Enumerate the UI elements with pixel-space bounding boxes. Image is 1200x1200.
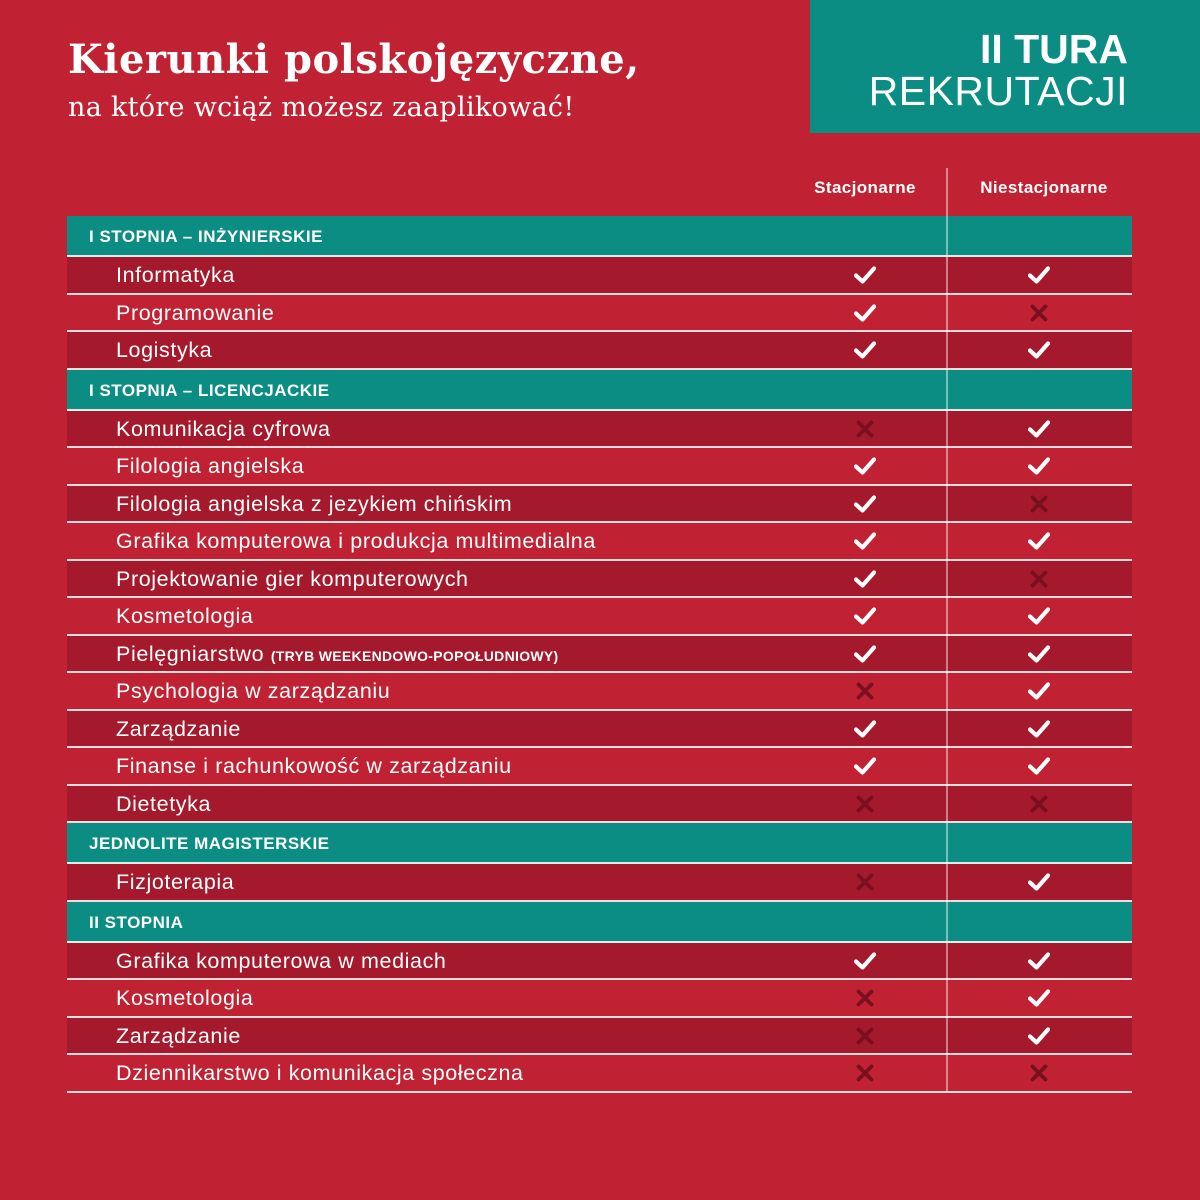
checkmark-icon	[1028, 951, 1050, 971]
badge-line2: REKRUTACJI	[868, 68, 1128, 114]
table-row	[67, 1055, 1132, 1093]
table-row	[67, 561, 1132, 599]
checkmark-icon	[854, 531, 876, 551]
cross-icon	[1028, 303, 1050, 323]
checkmark-icon	[1028, 681, 1050, 701]
checkmark-icon	[1028, 719, 1050, 739]
checkmark-icon	[1028, 265, 1050, 285]
cross-icon	[854, 794, 876, 814]
checkmark-icon	[1028, 988, 1050, 1008]
checkmark-icon	[854, 494, 876, 514]
program-name-text: Grafika komputerowa i produkcja multimedialna	[116, 529, 596, 553]
table-row	[67, 332, 1132, 370]
program-name	[116, 301, 274, 326]
program-name	[116, 454, 304, 479]
section-header-row	[67, 216, 1132, 257]
program-name	[116, 1024, 241, 1049]
page-subtitle: na które wciąż możesz zaaplikować!	[68, 92, 575, 123]
section-header-row	[67, 902, 1132, 943]
cross-icon	[1028, 569, 1050, 589]
program-name-text: Zarządzanie	[116, 1023, 241, 1048]
program-name-text: Informatyka	[116, 263, 235, 287]
cross-icon	[854, 1026, 876, 1046]
column-header-stacjonarne: Stacjonarne	[814, 178, 916, 197]
program-name	[116, 986, 253, 1011]
table-row	[67, 295, 1132, 333]
checkmark-icon	[854, 951, 876, 971]
round-badge	[810, 0, 1200, 133]
program-name-text: Projektowanie gier komputerowych	[116, 566, 469, 591]
checkmark-icon	[854, 340, 876, 360]
program-name	[116, 679, 390, 704]
cross-icon	[1028, 494, 1050, 514]
program-name	[116, 417, 331, 442]
program-note: (TRYB WEEKENDOWO-POPOŁUDNIOWY)	[270, 647, 559, 664]
section-header-row	[67, 370, 1132, 411]
table-row	[67, 448, 1132, 486]
programs-table	[67, 216, 1132, 1093]
program-name-text: Komunikacja cyfrowa	[116, 416, 331, 441]
cross-icon	[854, 988, 876, 1008]
table-row	[67, 673, 1132, 711]
checkmark-icon	[1028, 872, 1050, 892]
section-label: JEDNOLITE MAGISTERSKIE	[89, 834, 330, 853]
page-title: Kierunki polskojęzyczne,	[68, 36, 640, 83]
checkmark-icon	[1028, 340, 1050, 360]
checkmark-icon	[854, 569, 876, 589]
section-label: I STOPNIA – INŻYNIERSKIE	[89, 227, 323, 246]
program-name-text: Zarządzanie	[116, 716, 241, 741]
checkmark-icon	[854, 644, 876, 664]
program-name-text: Finanse i rachunkowość w zarządzaniu	[116, 754, 512, 778]
program-name-text: Filologia angielska	[116, 454, 305, 478]
table-row	[67, 257, 1132, 295]
program-name-text: Logistyka	[116, 338, 213, 362]
program-name	[116, 949, 446, 974]
program-name-text: Dietetyka	[116, 791, 212, 816]
cross-icon	[1028, 794, 1050, 814]
program-name	[116, 642, 559, 667]
program-name-text: Filologia angielska z jezykiem chińskim	[116, 491, 513, 516]
program-name	[116, 263, 235, 288]
program-name-text: Programowanie	[116, 300, 275, 325]
cross-icon	[854, 419, 876, 439]
cross-icon	[854, 872, 876, 892]
table-row	[67, 486, 1132, 524]
program-name	[116, 1061, 524, 1086]
table-row	[67, 711, 1132, 749]
program-name-text: Dziennikarstwo i komunikacja społeczna	[116, 1061, 524, 1085]
table-row	[67, 748, 1132, 786]
table-row	[67, 943, 1132, 981]
checkmark-icon	[854, 756, 876, 776]
program-name	[116, 604, 253, 629]
table-row	[67, 598, 1132, 636]
section-header-row	[67, 823, 1132, 864]
table-row	[67, 980, 1132, 1018]
cross-icon	[854, 1063, 876, 1083]
section-label: I STOPNIA – LICENCJACKIE	[89, 380, 330, 400]
program-name	[116, 870, 234, 895]
table-row	[67, 523, 1132, 561]
checkmark-icon	[854, 265, 876, 285]
checkmark-icon	[854, 303, 876, 323]
program-name-text: Grafika komputerowa w mediach	[116, 948, 447, 973]
program-name	[116, 717, 241, 742]
checkmark-icon	[1028, 644, 1050, 664]
table-row	[67, 864, 1132, 902]
program-name-text: Kosmetologia	[116, 986, 254, 1010]
badge-line1: II TURA	[979, 26, 1128, 72]
checkmark-icon	[854, 456, 876, 476]
checkmark-icon	[1028, 531, 1050, 551]
table-row	[67, 411, 1132, 449]
program-name-text: Pielęgniarstwo	[116, 641, 265, 666]
program-name-text: Fizjoterapia	[116, 870, 235, 894]
table-row	[67, 636, 1132, 674]
cross-icon	[854, 681, 876, 701]
checkmark-icon	[854, 606, 876, 626]
program-name	[116, 567, 469, 592]
checkmark-icon	[854, 719, 876, 739]
program-name	[116, 338, 212, 363]
cross-icon	[1028, 1063, 1050, 1083]
section-label: II STOPNIA	[89, 912, 184, 932]
checkmark-icon	[1028, 606, 1050, 626]
program-name-text: Psychologia w zarządzaniu	[116, 679, 391, 703]
column-divider	[946, 168, 948, 1091]
program-name-text: Kosmetologia	[116, 604, 254, 628]
table-row	[67, 786, 1132, 824]
program-name	[116, 754, 512, 779]
program-name	[116, 792, 211, 817]
checkmark-icon	[1028, 456, 1050, 476]
checkmark-icon	[1028, 1026, 1050, 1046]
program-name	[116, 529, 596, 554]
checkmark-icon	[1028, 756, 1050, 776]
column-header-niestacjonarne: Niestacjonarne	[980, 178, 1108, 197]
table-row	[67, 1018, 1132, 1056]
program-name	[116, 492, 512, 517]
checkmark-icon	[1028, 419, 1050, 439]
